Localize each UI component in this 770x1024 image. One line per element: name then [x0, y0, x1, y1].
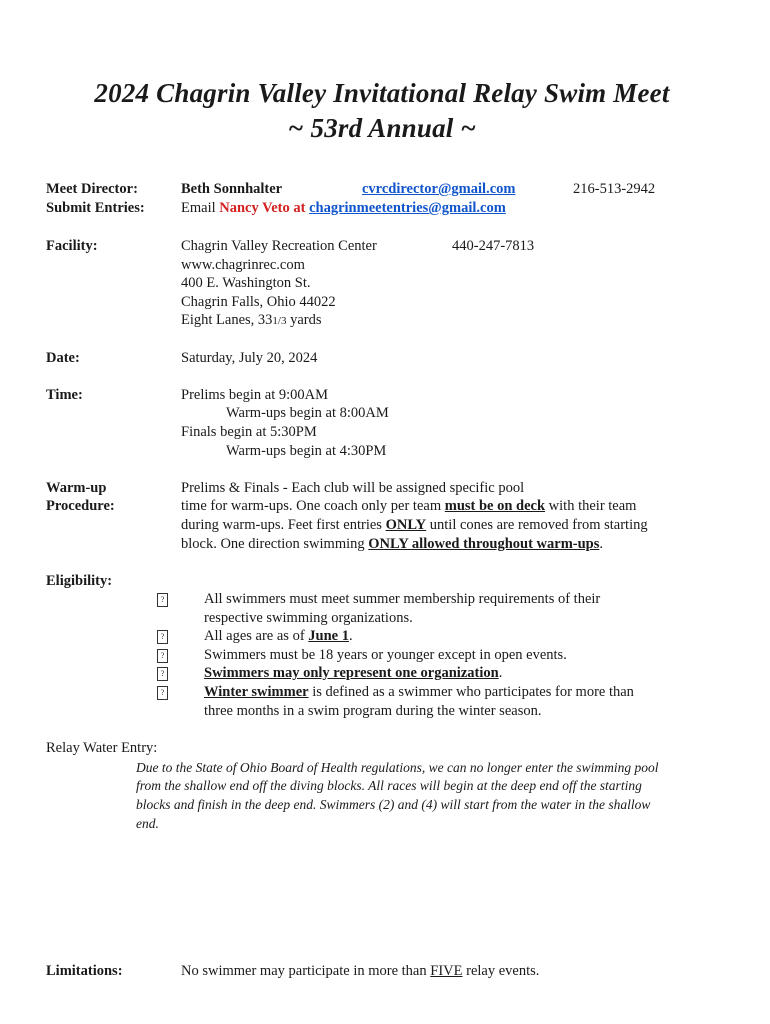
facility-label: Facility:: [46, 238, 98, 254]
date-label: Date:: [46, 350, 80, 366]
bullet-glyph: ?: [157, 686, 168, 700]
facility-street: 400 E. Washington St.: [181, 275, 311, 291]
bullet-glyph: ?: [157, 593, 168, 607]
facility-name: Chagrin Valley Recreation Center: [181, 238, 377, 254]
director-phone: 216-513-2942: [573, 181, 656, 197]
eligibility-label: Eligibility:: [46, 573, 113, 589]
warmup-line2-text: time for warm-ups. One coach only per team: [181, 498, 445, 514]
warmup-line2-tail: with their team: [545, 498, 637, 514]
prelims-time: Prelims begin at 9:00AM: [181, 387, 329, 403]
warmup-line3-text: during warm-ups. Feet first entries: [181, 517, 386, 533]
director-name: Beth Sonnhalter: [181, 181, 283, 197]
warmup-line3: [181, 516, 648, 535]
director-email-link[interactable]: cvrcdirector@gmail.com: [362, 181, 516, 197]
one-direction-emphasis: ONLY allowed throughout warm-ups: [368, 536, 600, 552]
entries-contact: Nancy Veto at: [219, 200, 306, 216]
eligibility-item-4: [204, 664, 502, 683]
finals-warmup-time: Warm-ups begin at 4:30PM: [226, 443, 387, 459]
limitations-text: [181, 962, 539, 981]
relay-entry-line1: Due to the State of Ohio Board of Health regulations, we can no longer enter the swimming pool: [136, 760, 659, 775]
facility-website: www.chagrinrec.com: [181, 257, 305, 273]
only-emphasis: ONLY: [385, 517, 427, 533]
warmup-label-line2: Procedure:: [46, 498, 115, 514]
bullet-glyph: ?: [157, 649, 168, 663]
meet-director-label: Meet Director:: [46, 181, 138, 197]
ages-text: All ages are as of: [204, 628, 309, 644]
page-subtitle: ~ 53rd Annual ~: [287, 113, 477, 143]
facility-city: Chagrin Falls, Ohio 44022: [181, 294, 336, 310]
limitations-label: Limitations:: [46, 963, 123, 979]
lanes-fraction: 1/3: [272, 315, 287, 327]
bullet-glyph: ?: [157, 667, 168, 681]
finals-time: Finals begin at 5:30PM: [181, 424, 317, 440]
warmup-line3-tail: until cones are removed from starting: [426, 517, 648, 533]
entries-line: [181, 199, 506, 218]
facility-phone: 440-247-7813: [452, 238, 535, 254]
relay-entry-label: Relay Water Entry:: [46, 740, 158, 756]
one-organization-tail: .: [498, 665, 503, 681]
winter-swimmer-text: is defined as a swimmer who participates for more than: [308, 684, 634, 700]
limitations-text-c: relay events.: [462, 963, 540, 979]
relay-entry-line4: end.: [136, 816, 159, 831]
prelims-warmup-time: Warm-ups begin at 8:00AM: [226, 405, 389, 421]
warmup-line4: [181, 535, 603, 554]
must-be-on-deck-emphasis: must be on deck: [444, 498, 546, 514]
winter-swimmer-emphasis: Winter swimmer: [204, 684, 309, 700]
date-value: Saturday, July 20, 2024: [181, 350, 318, 366]
eligibility-item-1: All swimmers must meet summer membership requirements of their: [204, 591, 601, 607]
one-organization-emphasis: Swimmers may only represent one organization: [204, 665, 499, 681]
bullet-glyph: ?: [157, 630, 168, 644]
submit-entries-label: Submit Entries:: [46, 200, 145, 216]
warmup-line2: [181, 497, 636, 516]
warmup-line4-text: block. One direction swimming: [181, 536, 369, 552]
eligibility-item-5-cont: three months in a swim program during the winter season.: [204, 703, 542, 719]
five-emphasis: FIVE: [430, 963, 463, 979]
page-title: 2024 Chagrin Valley Invitational Relay Swim Meet: [94, 78, 670, 108]
facility-lanes: [181, 311, 322, 331]
entries-prefix: Email: [181, 200, 216, 216]
eligibility-item-3: Swimmers must be 18 years or younger except in open events.: [204, 647, 567, 663]
eligibility-item-5: [204, 683, 634, 702]
lanes-suffix: yards: [286, 312, 322, 328]
warmup-line1: Prelims & Finals - Each club will be assigned specific pool: [181, 480, 525, 496]
eligibility-item-1-cont: respective swimming organizations.: [204, 610, 413, 626]
entries-email-link[interactable]: chagrinmeetentries@gmail.com: [309, 200, 506, 216]
eligibility-item-2: [204, 627, 353, 646]
lanes-prefix: Eight Lanes, 33: [181, 312, 273, 328]
relay-entry-line3: blocks and finish in the deep end. Swimmers (2) and (4) will start from the water in the shallow: [136, 797, 651, 812]
june-1-emphasis: June 1: [308, 628, 349, 644]
ages-tail: .: [348, 628, 353, 644]
time-label: Time:: [46, 387, 83, 403]
warmup-label-line1: Warm-up: [46, 480, 107, 496]
limitations-text-a: No swimmer may participate in more than: [181, 963, 431, 979]
relay-entry-line2: from the shallow end off the diving blocks. All races will begin at the deep end off the starting: [136, 778, 642, 793]
warmup-line4-tail: .: [599, 536, 603, 552]
